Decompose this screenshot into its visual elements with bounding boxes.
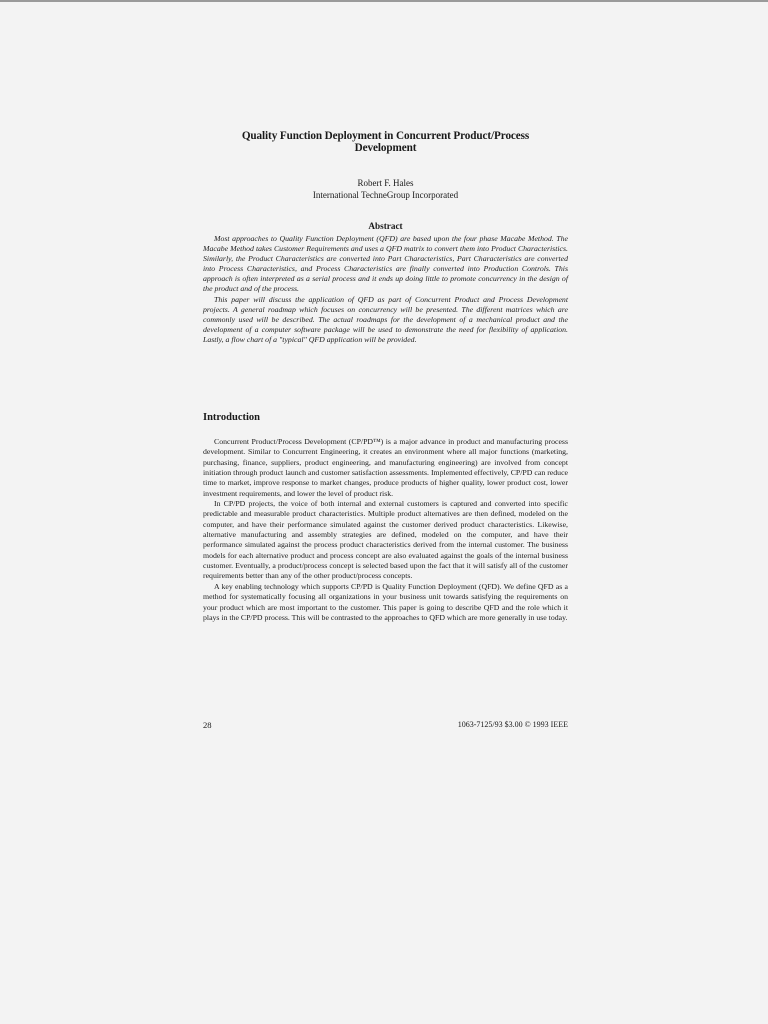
viewer-top-edge	[0, 0, 768, 2]
introduction-paragraph-2: In CP/PD projects, the voice of both internal and external customers is captured and converted into specific predictable and measurable product characteristics. Multiple product alternatives are then defined, modeled on the computer, and have their performance simulated against the customer derived product characteristics. Likewise, alternative manufacturing and assembly strategies are defined, modeled on the computer, and have their performance simulated against the process product characteristics derived from the internal customer. The business models for each alternative product and process concept are also evaluated against the goals of the internal business customer. Eventually, a product/process concept is selected based upon the fact that it will satisfy all of the customer requirements better than any of the other product/process concepts.	[203, 499, 568, 581]
abstract-heading: Abstract	[368, 221, 403, 231]
copyright-notice: 1063-7125/93 $3.00 © 1993 IEEE	[457, 720, 568, 729]
author-affiliation: International TechneGroup Incorporated	[312, 189, 459, 200]
introduction-heading: Introduction	[203, 412, 260, 423]
introduction-paragraph-3: A key enabling technology which supports CP/PD is Quality Function Deployment (QFD). We define QFD as a method for systematically focusing all organizations in your business unit towards satisfying the requirements on your product which are most important to the customer. This paper is going to describe QFD and the role which it plays in the CP/PD process. This will be contrasted to the approaches to QFD which are more generally in use today.	[203, 581, 568, 622]
title-line-2: Development	[354, 142, 417, 154]
introduction-body	[203, 437, 568, 623]
abstract-paragraph-1: Most approaches to Quality Function Deployment (QFD) are based upon the four phase Macabe Method. The Macabe Method takes Customer Requirements and uses a QFD matrix to convert them into Product Characteristics. Similarly, the Product Characteristics are converted into Part Characteristics, Part Characteristics are converted into Process Characteristics, and Process Characteristics are finally converted into Production Controls. This approach is often interpreted as a serial process and it ends up doing little to promote concurrency in the design of the product and of the process.	[203, 234, 568, 294]
abstract-paragraph-2: This paper will discuss the application of QFD as part of Concurrent Product and Process Development projects. A general roadmap which focuses on concurrency will be presented. The different matrices which are commonly used will be described. The actual roadmaps for the development of a mechanical product and the development of a computer software package will be used to demonstrate the need for flexibility of application. Lastly, a flow chart of a "typical" QFD application will be provided.	[203, 294, 568, 344]
abstract-body	[203, 234, 568, 345]
author-name: Robert F. Hales	[357, 178, 414, 188]
author-block	[203, 178, 568, 201]
introduction-paragraph-1: Concurrent Product/Process Development (CP/PD™) is a major advance in product and manufacturing process development. Similar to Concurrent Engineering, it creates an environment where all major functions (marketing, purchasing, finance, suppliers, product engineering, and manufacturing engineering) are involved from concept initiation through product launch and customer satisfaction assessments. Implemented effectively, CP/PD can reduce time to market, improve response to market changes, produce products of higher quality, lower product cost, lower investment requirements, and lower the level of product risk.	[203, 437, 568, 498]
paper-title	[203, 130, 568, 154]
title-line-1: Quality Function Deployment in Concurrent Product/Process	[241, 130, 530, 142]
page-number: 28	[203, 720, 212, 730]
